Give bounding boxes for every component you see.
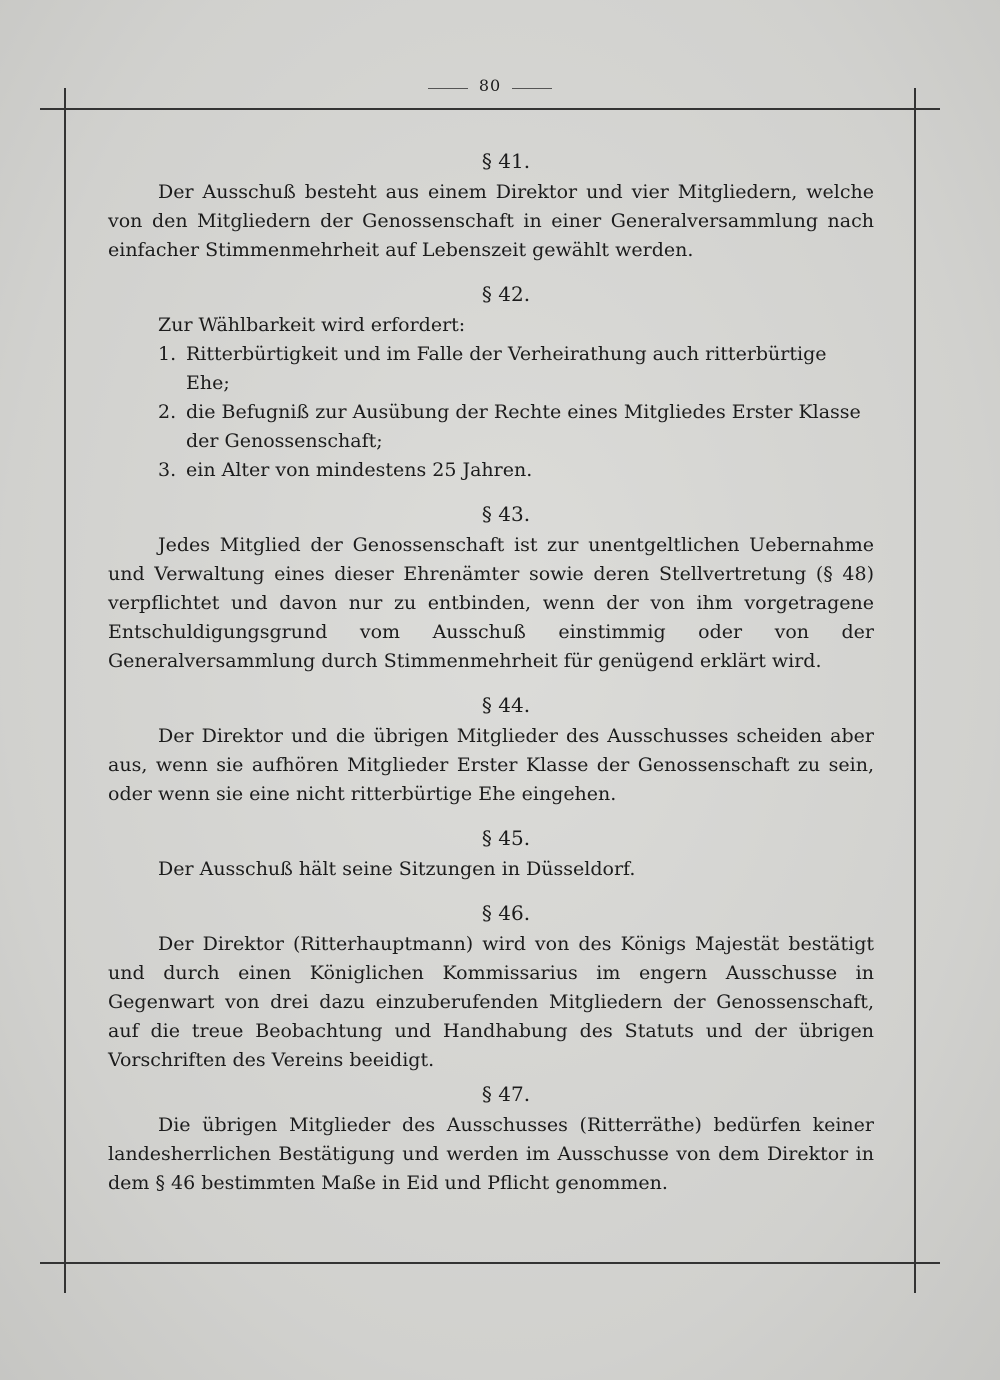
page-number: 80 [478,76,502,95]
list-item-number: 1. [158,343,177,365]
section-heading: § 44. [481,693,531,717]
list-item-text: die Befugniß zur Ausübung der Rechte eines Mitgliedes Erster Klasse der Genossenschaft; [186,401,861,452]
section-text: Jedes Mitglied der Genossenschaft ist zur unentgeltlichen Uebernahme und Verwaltung eines dieser Ehrenämter sowie deren Stellvertretung (§ 48) verpflichtet und davon nur zu entbinden, wenn der von ihm vorgetragene Entschuldigungsgrund vom Ausschuß einstimmig oder von der Generalversammlung durch Stimmenmehrheit für genügend erklärt wird. [108,534,874,672]
header-dash-right [512,88,552,89]
document-body [108,146,874,1198]
bottom-rule [40,1262,940,1264]
list-item-text: ein Alter von mindestens 25 Jahren. [186,459,533,481]
header-dash-left [428,88,468,89]
section-text: Die übrigen Mitglieder des Ausschusses (Ritterräthe) bedürfen keiner landesherrlichen Bestätigung und werden im Ausschusse von dem Direktor in dem § 46 bestimmten Maße in Eid und Pflicht genommen. [108,1114,874,1194]
list-item [108,398,874,456]
section-43 [108,499,874,676]
section-text: Der Direktor (Ritterhauptmann) wird von des Königs Majestät bestätigt und durch einen Königlichen Kommissarius im engern Ausschusse in Gegenwart von drei dazu einzuberufenden Mitgliedern der Genossenschaft, auf die treue Beobachtung und Handhabung des Statuts und der übrigen Vorschriften des Vereins beeidigt. [108,933,874,1071]
page-header [0,76,1000,100]
right-rule [914,88,916,1293]
left-rule [64,88,66,1293]
list-item-text: Ritterbürtigkeit und im Falle der Verheirathung auch ritterbürtige Ehe; [186,343,827,394]
section-heading: § 45. [481,826,531,850]
section-intro: Zur Wählbarkeit wird erfordert: [158,314,466,336]
section-heading: § 47. [481,1082,531,1106]
section-46 [108,898,874,1075]
section-heading: § 46. [481,901,531,925]
section-45 [108,823,874,884]
list-item [108,340,874,398]
list-item-number: 3. [158,459,177,481]
section-41 [108,146,874,265]
section-text: Der Ausschuß hält seine Sitzungen in Düsseldorf. [158,858,636,880]
section-heading: § 42. [481,282,531,306]
list-item-number: 2. [158,401,177,423]
list-item [108,456,874,485]
section-42 [108,279,874,485]
section-text: Der Ausschuß besteht aus einem Direktor und vier Mitgliedern, welche von den Mitgliedern der Genossenschaft in einer Generalversammlung nach einfacher Stimmenmehrheit auf Lebenszeit gewählt werden. [108,181,874,261]
section-heading: § 41. [481,149,531,173]
section-47 [108,1079,874,1198]
section-44 [108,690,874,809]
top-rule [40,108,940,110]
section-heading: § 43. [481,502,531,526]
section-text: Der Direktor und die übrigen Mitglieder des Ausschusses scheiden aber aus, wenn sie aufhören Mitglieder Erster Klasse der Genossenschaft zu sein, oder wenn sie eine nicht ritterbürtige Ehe eingehen. [108,725,874,805]
